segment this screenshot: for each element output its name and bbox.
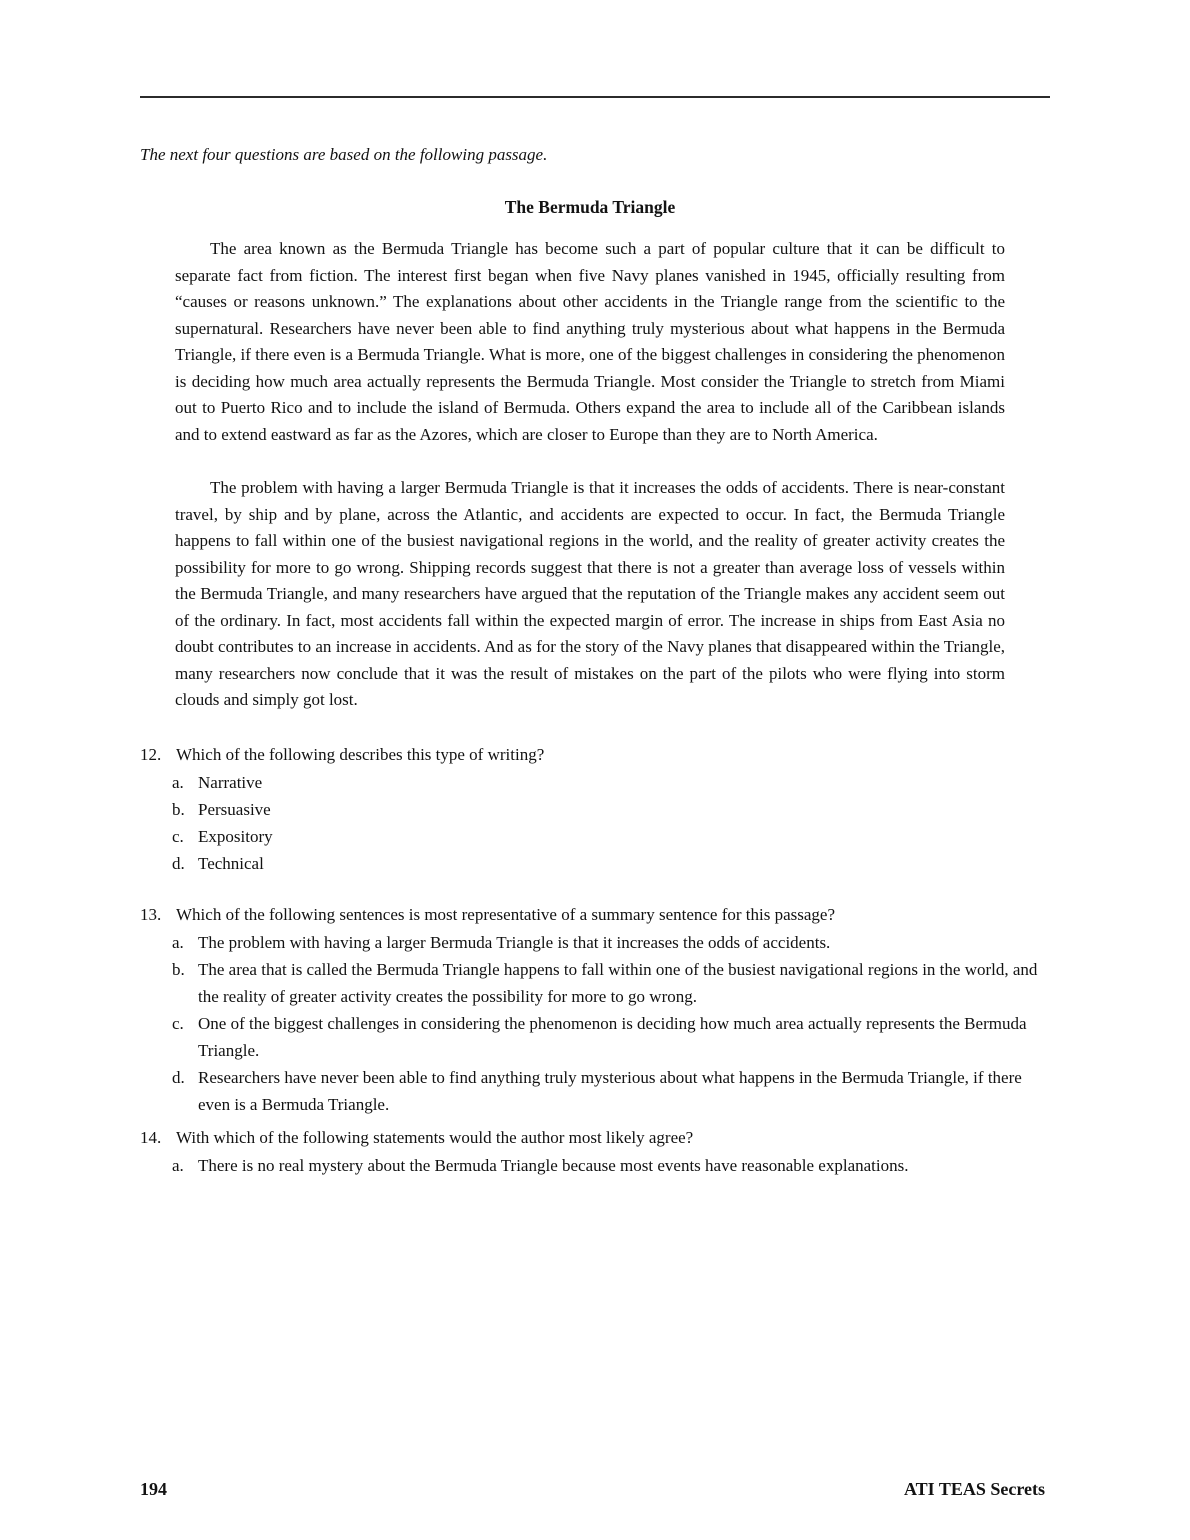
page-content [0,96,1190,1179]
passage-paragraph-2: The problem with having a larger Bermuda Triangle is that it increases the odds of accidents. There is near-constant travel, by ship and by plane, across the Atlantic, and accidents are expected to occur. In fact, the Bermuda Triangle happens to fall within one of the busiest navigational regions in the world, and the reality of greater activity creates the possibility for more to go wrong. Shipping records suggest that there is not a greater than average loss of vessels within the Bermuda Triangle, and many researchers have argued that the reputation of the Triangle makes any accident seem out of the ordinary. In fact, most accidents fall within the expected margin of error. The increase in ships from East Asia no doubt contributes to an increase in accidents. And as for the story of the Navy planes that disappeared within the Triangle, many researchers now conclude that it was the result of mistakes on the part of the pilots who were flying into storm clouds and simply got lost. [175,478,1005,709]
question-number: 14. [140,1127,162,1147]
question-12-row [140,741,1050,768]
option-letter: a. [172,932,184,952]
option-12b [172,796,1050,823]
passage-paragraph-1: The area known as the Bermuda Triangle has become such a part of popular culture that it can be difficult to separate fact from fiction. The interest first began when five Navy planes vanished in 1945, officially resulting from “causes or reasons unknown.” The explanations about other accidents in the Triangle range from the scientific to the supernatural. Researchers have never been able to find anything truly mysterious about what happens in the Bermuda Triangle, if there even is a Bermuda Triangle. What is more, one of the biggest challenges in considering the phenomenon is deciding how much area actually represents the Bermuda Triangle. Most consider the Triangle to stretch from Miami out to Puerto Rico and to include the island of Bermuda. Others expand the area to include all of the Caribbean islands and to extend eastward as far as the Azores, which are closer to Europe than they are to North America. [175,239,1005,444]
footer-page-number: 194 [140,1479,167,1499]
question-12 [140,741,1050,877]
option-letter: c. [172,1013,184,1033]
question-13-row [140,901,1050,928]
option-14a [172,1152,1050,1179]
question-14 [140,1124,1050,1179]
passage-intro: The next four questions are based on the following passage. [140,145,548,164]
option-letter: a. [172,1155,184,1175]
option-text: Researchers have never been able to find anything truly mysterious about what happens in the Bermuda Triangle, if there even is a Bermuda Triangle. [198,1067,1022,1114]
option-13d [172,1064,1050,1118]
option-13c [172,1010,1050,1064]
option-text: Persuasive [198,799,271,819]
option-12a [172,769,1050,796]
option-text: Expository [198,826,273,846]
footer-book-title: ATI TEAS Secrets [903,1479,1045,1499]
option-13b [172,956,1050,1010]
question-14-row [140,1124,1050,1151]
question-12-options [172,769,1050,877]
option-letter: b. [172,799,185,819]
question-number: 13. [140,904,162,924]
question-number: 12. [140,744,162,764]
option-letter: d. [172,853,185,873]
option-text: Narrative [198,772,263,792]
question-text: Which of the following sentences is most representative of a summary sentence for this passage? [176,904,836,924]
option-12c [172,823,1050,850]
option-12d [172,850,1050,877]
option-letter: b. [172,959,185,979]
option-letter: a. [172,772,184,792]
question-text: Which of the following describes this type of writing? [176,744,545,764]
option-13a [172,929,1050,956]
option-text: The area that is called the Bermuda Triangle happens to fall within one of the busiest navigational regions in the world, and the reality of greater activity creates the possibility for more to go wrong. [198,959,1038,1006]
question-13 [140,901,1050,1118]
option-text: The problem with having a larger Bermuda Triangle is that it increases the odds of accidents. [198,932,831,952]
page-footer [140,1479,1045,1500]
option-text: Technical [198,853,264,873]
option-text: There is no real mystery about the Bermuda Triangle because most events have reasonable explanations. [198,1155,909,1175]
option-letter: c. [172,826,184,846]
header-rule [140,96,1050,98]
passage-title: The Bermuda Triangle [504,197,676,217]
question-text: With which of the following statements would the author most likely agree? [176,1127,694,1147]
question-13-options [172,929,1050,1118]
question-14-options [172,1152,1050,1179]
option-text: One of the biggest challenges in considering the phenomenon is deciding how much area actually represents the Bermuda Triangle. [198,1013,1027,1060]
option-letter: d. [172,1067,185,1087]
